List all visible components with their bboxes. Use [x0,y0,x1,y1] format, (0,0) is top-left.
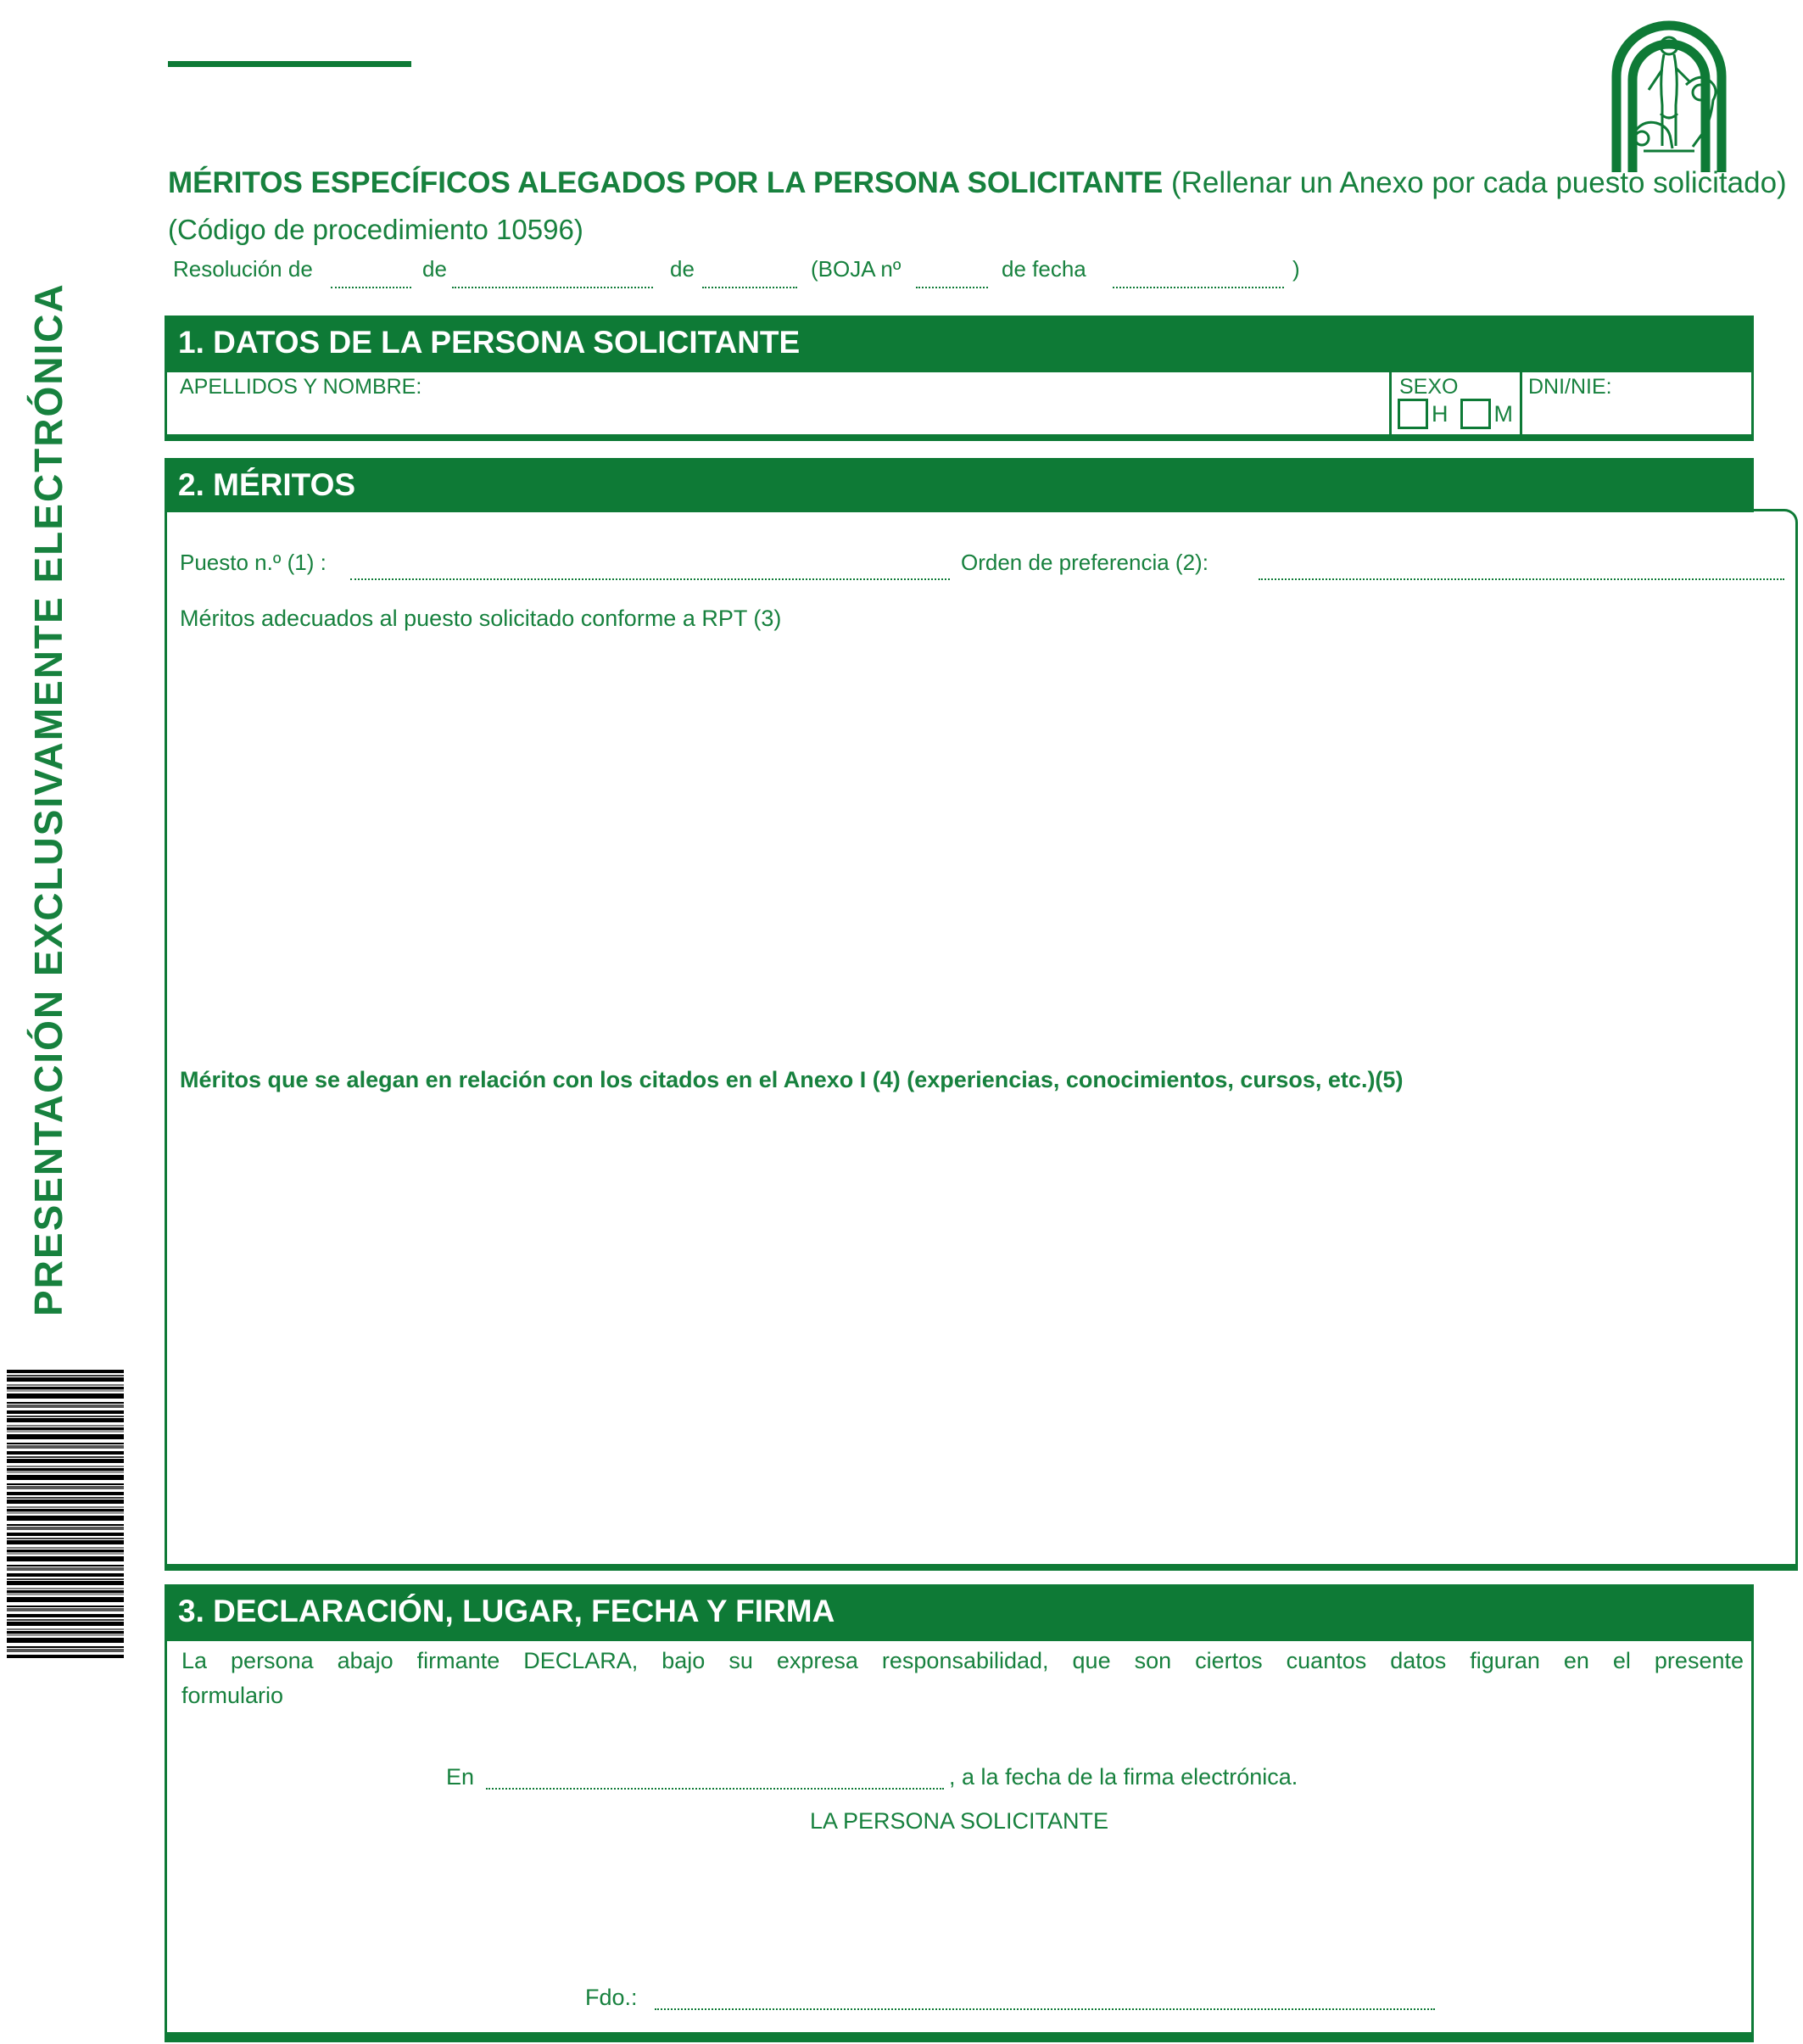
de-fecha-label: de fecha [1002,256,1086,282]
section3-header: 3. DECLARACIÓN, LUGAR, FECHA Y FIRMA [165,1584,1754,1639]
resolution-day-field[interactable] [331,268,411,288]
place-field[interactable] [486,1768,944,1790]
declaration-line1: La persona abajo firmante DECLARA, bajo su expresa responsabilidad, que son ciertos cuantos datos figuran en el presente [181,1648,1744,1673]
form-title [168,166,1787,200]
sex-m-label: M [1493,400,1513,427]
form-title-note: (Rellenar un Anexo por cada puesto solicitado) [1163,166,1787,199]
resolution-month-field[interactable] [452,268,653,288]
section1-header: 1. DATOS DE LA PERSONA SOLICITANTE [165,316,1754,370]
puesto-field[interactable] [350,561,950,580]
declaration-text [181,1644,1744,1713]
signature-row [585,1983,1435,2011]
electronic-signature-date-text: , a la fecha de la firma electrónica. [949,1764,1298,1790]
fdo-label: Fdo.: [585,1985,638,2010]
signature-name-field[interactable] [655,1988,1435,2010]
header-rule [168,61,411,67]
resolution-year-field[interactable] [702,268,797,288]
orden-preferencia-field[interactable] [1259,561,1784,580]
sexo-label: SEXO [1399,375,1459,399]
meritos-anexo-textarea[interactable] [178,1109,1781,1559]
sex-h-label: H [1432,400,1449,427]
resolution-de2: de [670,256,695,282]
procedure-code: (Código de procedimiento 10596) [168,214,583,245]
resolution-de1: de [422,256,447,282]
apellidos-nombre-field[interactable] [441,373,1374,433]
sex-m-checkbox[interactable] [1460,399,1491,429]
barcode [7,1370,124,1660]
en-label: En [446,1764,475,1790]
form-title-main: MÉRITOS ESPECÍFICOS ALEGADOS POR LA PERSONA SOLICITANTE [168,166,1164,199]
resolution-line [0,253,1803,295]
puesto-label: Puesto n.º (1) : [180,550,327,575]
meritos-rpt-label: Méritos adecuados al puesto solicitado conforme a RPT (3) [180,606,782,631]
junta-de-andalucia-logo-icon [1605,5,1733,175]
place-date-row [446,1762,1298,1790]
sex-h-checkbox[interactable] [1398,399,1428,429]
boja-label: (BOJA nº [811,256,902,282]
resolution-label: Resolución de [173,256,313,282]
dni-nie-label: DNI/NIE: [1528,375,1612,399]
apellidos-nombre-label: APELLIDOS Y NOMBRE: [180,375,422,399]
orden-preferencia-label: Orden de preferencia (2): [961,550,1209,575]
section1-separator-1 [1389,370,1392,441]
meritos-anexo-label: Méritos que se alegan en relación con los citados en el Anexo I (4) (experiencias, conocimientos, cursos, etc.)(5) [180,1067,1404,1092]
sexo-options [1398,399,1525,429]
declaration-line2: formulario [181,1683,284,1708]
close-paren: ) [1292,256,1300,282]
dni-nie-field[interactable] [1628,373,1747,433]
section1-separator-2 [1520,370,1522,441]
boja-date-field[interactable] [1113,268,1284,288]
meritos-rpt-textarea[interactable] [178,641,1781,1057]
electronic-presentation-banner: PRESENTACIÓN EXCLUSIVAMENTE ELECTRÓNICA [26,282,70,1316]
applicant-signature-label: LA PERSONA SOLICITANTE [809,1808,1109,1834]
boja-number-field[interactable] [916,268,988,288]
section2-header: 2. MÉRITOS [165,458,1754,512]
